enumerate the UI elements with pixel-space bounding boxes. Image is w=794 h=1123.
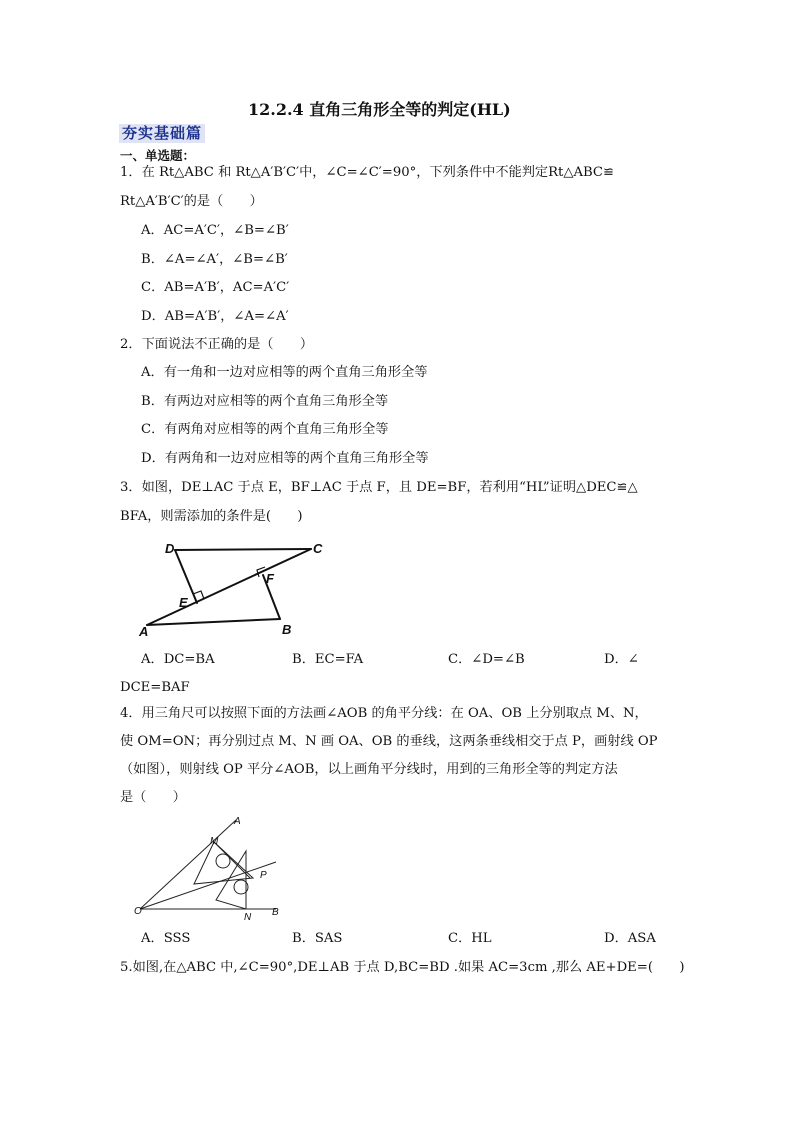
q2-option-b[interactable]: B．有两边对应相等的两个直角三角形全等 <box>141 394 389 409</box>
q3-segment-ab <box>147 619 280 625</box>
q4-figure <box>128 812 298 924</box>
q4-label-p: P <box>260 870 267 881</box>
q3-label-b: B <box>282 622 292 637</box>
q4-set-square-1 <box>194 842 253 884</box>
q4-ray-oa <box>140 820 236 909</box>
q4-stem-line1: 4．用三角尺可以按照下面的方法画∠AOB 的角平分线：在 OA、OB 上分别取点 M、N， <box>120 706 648 721</box>
q4-label-a: A <box>234 816 241 827</box>
q3-label-f: F <box>266 571 274 586</box>
section-banner: 夯实基础篇 <box>119 124 205 143</box>
q4-label-b: B <box>272 907 279 918</box>
q3-option-a[interactable]: A．DC=BA <box>141 652 215 667</box>
q4-ray-op <box>140 862 276 909</box>
q4-label-o: O <box>134 906 142 917</box>
q2-option-a[interactable]: A．有一角和一边对应相等的两个直角三角形全等 <box>141 365 428 380</box>
q1-stem-line2: Rt△A′B′C′的是（ ） <box>120 194 263 209</box>
q4-label-m: M <box>210 836 219 847</box>
q1-option-c[interactable]: C．AB=A′B′，AC=A′C′ <box>141 280 290 295</box>
page-title: 12.2.4 直角三角形全等的判定(HL) <box>248 100 511 119</box>
q2-stem: 2．下面说法不正确的是（ ） <box>120 337 314 352</box>
q3-label-d: D <box>165 541 175 556</box>
q5-stem: 5.如图,在△ABC 中,∠C=90°,DE⊥AB 于点 D,BC=BD .如果 AC=3cm ,那么 AE+DE=( ) <box>120 960 685 975</box>
q3-option-d[interactable]: D．∠ <box>604 652 639 667</box>
q4-stem-line4: 是（ ） <box>120 790 186 805</box>
q4-stem-line3: （如图），则射线 OP 平分∠AOB，以上画角平分线时，用到的三角形全等的判定方法 <box>120 762 618 777</box>
q1-stem-line1: 1．在 Rt△ABC 和 Rt△A′B′C′中，∠C=∠C′=90°，下列条件中不能判定Rt△ABC≌ <box>120 165 615 180</box>
q4-option-b[interactable]: B．SAS <box>292 931 343 946</box>
q3-option-c[interactable]: C．∠D=∠B <box>448 652 525 667</box>
q4-stem-line2: 使 OM=ON；再分别过点 M、N 画 OA、OB 的垂线，这两条垂线相交于点 P，画射线 OP <box>120 734 658 749</box>
q4-option-d[interactable]: D．ASA <box>604 931 656 946</box>
q3-option-d-continued: DCE=BAF <box>120 680 190 695</box>
q3-figure <box>135 535 345 645</box>
q4-perpendicular-mp <box>214 842 250 878</box>
q4-option-a[interactable]: A．SSS <box>141 931 191 946</box>
q3-stem-line1: 3．如图，DE⊥AC 于点 E，BF⊥AC 于点 F，且 DE=BF，若利用“HL”证明△DEC≌△ <box>120 480 638 495</box>
q1-option-a[interactable]: A．AC=A′C′，∠B=∠B′ <box>141 223 289 238</box>
q4-label-n: N <box>244 912 252 923</box>
q3-segment-dc <box>175 549 311 550</box>
q3-label-c: C <box>313 541 323 556</box>
q1-option-b[interactable]: B．∠A=∠A′，∠B=∠B′ <box>141 252 288 267</box>
q4-option-c[interactable]: C．HL <box>448 931 492 946</box>
q2-option-d[interactable]: D．有两角和一边对应相等的两个直角三角形全等 <box>141 451 429 466</box>
q3-segment-ac <box>147 549 311 625</box>
q3-label-e: E <box>179 595 188 610</box>
q3-option-b[interactable]: B．EC=FA <box>292 652 364 667</box>
q1-option-d[interactable]: D．AB=A′B′，∠A=∠A′ <box>141 309 289 324</box>
q3-stem-line2: BFA，则需添加的条件是( ) <box>120 509 303 524</box>
section-heading: 一、单选题： <box>120 148 196 163</box>
q2-option-c[interactable]: C．有两角对应相等的两个直角三角形全等 <box>141 422 389 437</box>
q3-label-a: A <box>139 624 149 639</box>
